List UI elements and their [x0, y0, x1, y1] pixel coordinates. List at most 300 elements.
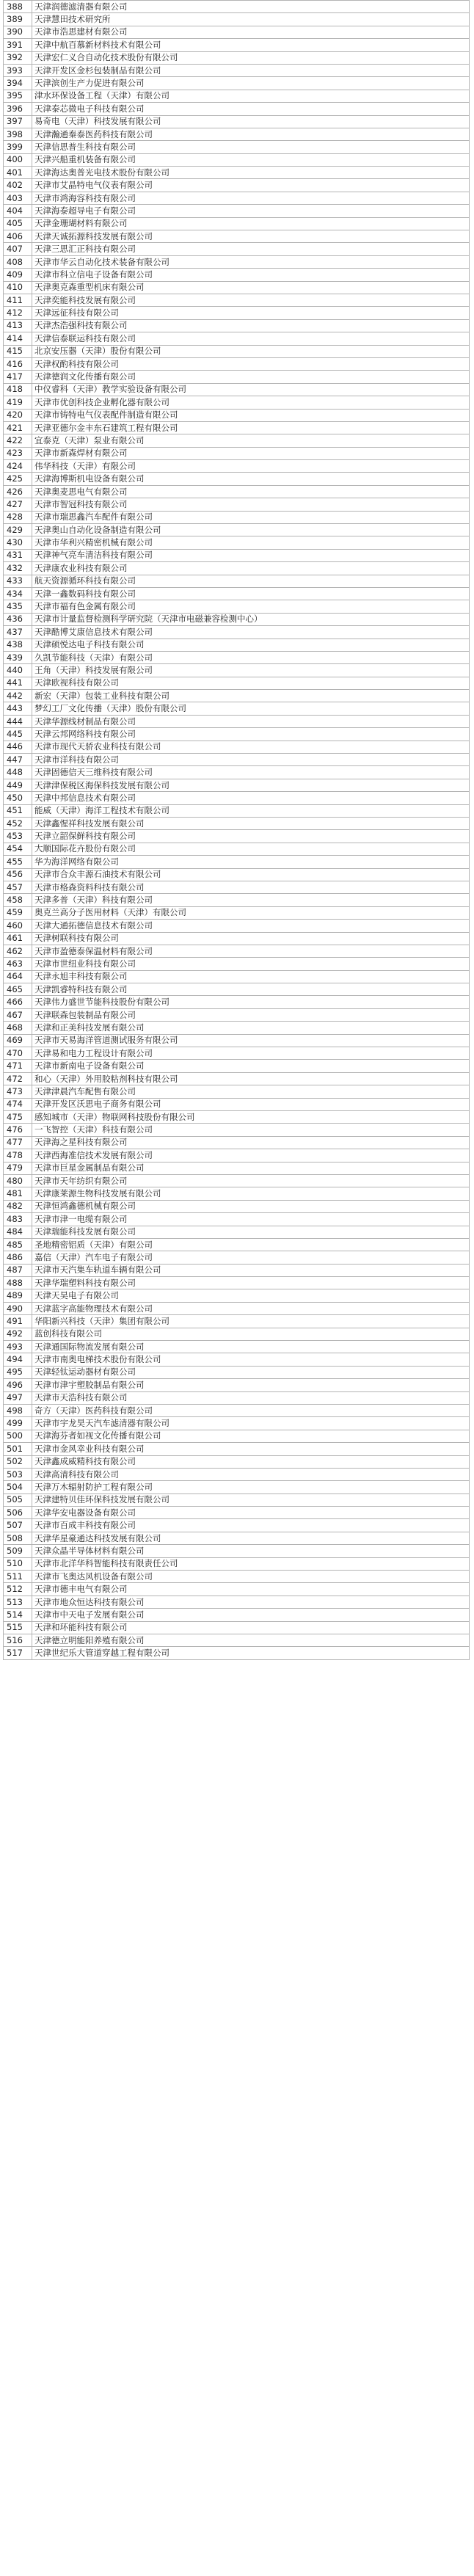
company-name: 天津权酌科技有限公司 — [32, 357, 470, 370]
row-number: 444 — [4, 715, 32, 727]
row-number: 469 — [4, 1034, 32, 1047]
company-name: 天津开发区金杉包装制品有限公司 — [32, 64, 470, 76]
company-name: 天津天昊电子有限公司 — [32, 1289, 470, 1302]
table-row — [4, 205, 470, 217]
row-number: 454 — [4, 843, 32, 855]
table-row — [4, 64, 470, 76]
row-number: 411 — [4, 294, 32, 306]
company-name: 天津兴船重机装备有限公司 — [32, 153, 470, 166]
row-number: 407 — [4, 243, 32, 255]
company-name: 天津奥克森重型机床有限公司 — [32, 281, 470, 294]
table-row — [4, 1315, 470, 1328]
table-row — [4, 26, 470, 38]
table-row — [4, 396, 470, 409]
company-name: 天津蓝字高能物理技术有限公司 — [32, 1302, 470, 1314]
table-row — [4, 575, 470, 587]
company-name: 天津鑫惺祥科技发展有限公司 — [32, 818, 470, 830]
company-name: 天津信泰联运科技有限公司 — [32, 332, 470, 345]
row-number: 492 — [4, 1328, 32, 1340]
table-body — [4, 1, 470, 1660]
company-name: 天津海泰超导电子有限公司 — [32, 205, 470, 217]
table-row — [4, 677, 470, 689]
table-row — [4, 1391, 470, 1404]
table-row — [4, 179, 470, 192]
row-number: 505 — [4, 1493, 32, 1506]
table-row — [4, 498, 470, 511]
row-number: 410 — [4, 281, 32, 294]
table-row — [4, 1455, 470, 1468]
table-row — [4, 1251, 470, 1264]
company-name: 伟华科技（天津）有限公司 — [32, 460, 470, 473]
company-name: 天津中航百慕新材料技术有限公司 — [32, 39, 470, 51]
table-row — [4, 1, 470, 13]
company-name: 天津三思汇正科技有限公司 — [32, 243, 470, 255]
row-number: 457 — [4, 881, 32, 893]
table-row — [4, 1596, 470, 1608]
company-name: 天津德立明能阳养殖有限公司 — [32, 1634, 470, 1647]
company-name: 天津市洋科技有限公司 — [32, 754, 470, 766]
table-row — [4, 167, 470, 179]
company-name: 王角（天津）科技发展有限公司 — [32, 664, 470, 677]
row-number: 489 — [4, 1289, 32, 1302]
table-row — [4, 1341, 470, 1353]
row-number: 430 — [4, 536, 32, 549]
table-row — [4, 39, 470, 51]
company-name: 天津和环能科技有限公司 — [32, 1621, 470, 1634]
company-name: 天津天诚拓源科技发展有限公司 — [32, 230, 470, 243]
table-row — [4, 1507, 470, 1519]
table-row — [4, 217, 470, 230]
row-number: 421 — [4, 421, 32, 434]
company-name: 天津市天汽集车轨道车辆有限公司 — [32, 1264, 470, 1276]
table-row — [4, 1302, 470, 1314]
table-row — [4, 1085, 470, 1098]
table-row — [4, 549, 470, 561]
table-row — [4, 332, 470, 345]
row-number: 403 — [4, 192, 32, 204]
row-number: 451 — [4, 804, 32, 817]
company-name: 天津轻钛运动器材有限公司 — [32, 1366, 470, 1378]
table-row — [4, 434, 470, 447]
table-row — [4, 613, 470, 625]
table-row — [4, 894, 470, 906]
row-number: 498 — [4, 1404, 32, 1416]
row-number: 467 — [4, 1008, 32, 1021]
table-row — [4, 1277, 470, 1289]
table-row — [4, 664, 470, 677]
row-number: 503 — [4, 1468, 32, 1480]
row-number: 391 — [4, 39, 32, 51]
company-name: 华为海洋网络有限公司 — [32, 856, 470, 868]
table-row — [4, 473, 470, 485]
row-number: 445 — [4, 728, 32, 741]
table-row — [4, 383, 470, 396]
table-row — [4, 1264, 470, 1276]
row-number: 460 — [4, 920, 32, 932]
row-number: 488 — [4, 1277, 32, 1289]
row-number: 483 — [4, 1213, 32, 1226]
company-name: 天津市南奥电梯技术股份有限公司 — [32, 1353, 470, 1366]
table-row — [4, 1213, 470, 1226]
row-number: 432 — [4, 562, 32, 575]
table-row — [4, 958, 470, 970]
table-row — [4, 1647, 470, 1659]
company-name: 圣地精密铝质（天津）有限公司 — [32, 1238, 470, 1251]
row-number: 433 — [4, 575, 32, 587]
table-row — [4, 1060, 470, 1072]
table-row — [4, 51, 470, 64]
row-number: 400 — [4, 153, 32, 166]
row-number: 461 — [4, 932, 32, 945]
row-number: 419 — [4, 396, 32, 409]
table-row — [4, 1557, 470, 1570]
row-number: 491 — [4, 1315, 32, 1328]
table-row — [4, 1634, 470, 1647]
table-row — [4, 638, 470, 651]
table-row — [4, 1328, 470, 1340]
company-name: 天津康农业科技有限公司 — [32, 562, 470, 575]
row-number: 493 — [4, 1341, 32, 1353]
row-number: 506 — [4, 1507, 32, 1519]
company-name: 天津万木辐射防护工程有限公司 — [32, 1481, 470, 1493]
company-name: 北京安压器（天津）股份有限公司 — [32, 345, 470, 357]
row-number: 470 — [4, 1047, 32, 1060]
table-row — [4, 690, 470, 702]
row-number: 475 — [4, 1110, 32, 1123]
table-row — [4, 409, 470, 421]
company-name: 天津市北洋华科智能科技有限责任公司 — [32, 1557, 470, 1570]
row-number: 390 — [4, 26, 32, 38]
table-row — [4, 1047, 470, 1060]
row-number: 441 — [4, 677, 32, 689]
company-name: 天津开发区沃思电子商务有限公司 — [32, 1098, 470, 1110]
row-number: 453 — [4, 830, 32, 843]
company-name: 天津市天易海洋管道测试服务有限公司 — [32, 1034, 470, 1047]
company-name: 天津市福有色金属有限公司 — [32, 600, 470, 613]
company-name: 天津市宇龙昊天汽车滤清器有限公司 — [32, 1417, 470, 1430]
row-number: 437 — [4, 626, 32, 638]
company-name: 天津高清科技有限公司 — [32, 1468, 470, 1480]
company-name: 天津康莱源生物科技发展有限公司 — [32, 1187, 470, 1200]
row-number: 497 — [4, 1391, 32, 1404]
table-row — [4, 1468, 470, 1480]
company-name: 天津市天年纺织有限公司 — [32, 1174, 470, 1187]
table-row — [4, 357, 470, 370]
company-name: 天津固德信天三维科技有限公司 — [32, 766, 470, 779]
row-number: 396 — [4, 103, 32, 115]
table-row — [4, 1098, 470, 1110]
table-row — [4, 702, 470, 715]
table-row — [4, 345, 470, 357]
row-number: 426 — [4, 485, 32, 498]
row-number: 514 — [4, 1609, 32, 1621]
company-name: 天津金珊瑚材料有限公司 — [32, 217, 470, 230]
table-row — [4, 90, 470, 102]
table-row — [4, 1353, 470, 1366]
table-row — [4, 843, 470, 855]
company-name: 津水环保设备工程（天津）有限公司 — [32, 90, 470, 102]
row-number: 478 — [4, 1149, 32, 1162]
table-row — [4, 766, 470, 779]
company-name: 天津建特贝佳环保科技发展有限公司 — [32, 1493, 470, 1506]
company-name: 华阳新兴科技（天津）集团有限公司 — [32, 1315, 470, 1328]
row-number: 472 — [4, 1072, 32, 1085]
table-row — [4, 1226, 470, 1238]
company-name: 天津和正美科技发展有限公司 — [32, 1022, 470, 1034]
row-number: 502 — [4, 1455, 32, 1468]
table-row — [4, 830, 470, 843]
company-name: 天津海博斯机电设备有限公司 — [32, 473, 470, 485]
table-row — [4, 255, 470, 268]
company-name: 天津市鸿海容科技有限公司 — [32, 192, 470, 204]
company-list-table — [3, 0, 470, 1660]
row-number: 476 — [4, 1124, 32, 1136]
company-name: 天津市中天电子发展有限公司 — [32, 1609, 470, 1621]
company-name: 天津市盈德泰保温材料有限公司 — [32, 945, 470, 957]
company-name: 天津市瑞思鑫汽车配件有限公司 — [32, 511, 470, 523]
table-row — [4, 868, 470, 881]
company-name: 天津市地众恒达科技有限公司 — [32, 1596, 470, 1608]
company-name: 天津永旭丰科技有限公司 — [32, 970, 470, 983]
company-name: 天津亚德尔金丰东石建筑工程有限公司 — [32, 421, 470, 434]
company-name: 天津滨创生产力促进有限公司 — [32, 77, 470, 90]
row-number: 511 — [4, 1571, 32, 1583]
company-name: 天津海芬者如视文化传播有限公司 — [32, 1430, 470, 1442]
company-name: 感知城市（天津）物联网科技股份有限公司 — [32, 1110, 470, 1123]
company-name: 天津奕能科技发展有限公司 — [32, 294, 470, 306]
table-row — [4, 281, 470, 294]
table-row — [4, 1532, 470, 1544]
table-row — [4, 600, 470, 613]
table-row — [4, 230, 470, 243]
table-row — [4, 1124, 470, 1136]
row-number: 468 — [4, 1022, 32, 1034]
row-number: 424 — [4, 460, 32, 473]
table-row — [4, 1136, 470, 1149]
row-number: 446 — [4, 741, 32, 753]
table-row — [4, 485, 470, 498]
row-number: 513 — [4, 1596, 32, 1608]
row-number: 417 — [4, 371, 32, 383]
row-number: 477 — [4, 1136, 32, 1149]
table-row — [4, 856, 470, 868]
table-row — [4, 920, 470, 932]
row-number: 463 — [4, 958, 32, 970]
table-row — [4, 447, 470, 459]
table-row — [4, 945, 470, 957]
table-row — [4, 1162, 470, 1174]
table-row — [4, 779, 470, 791]
row-number: 394 — [4, 77, 32, 90]
company-name: 航天资源循环科技有限公司 — [32, 575, 470, 587]
company-name: 中仪睿科（天津）教学实验设备有限公司 — [32, 383, 470, 396]
row-number: 495 — [4, 1366, 32, 1378]
row-number: 414 — [4, 332, 32, 345]
row-number: 428 — [4, 511, 32, 523]
company-name: 天津云邦网络科技有限公司 — [32, 728, 470, 741]
company-name: 天津津保税区海保科技发展有限公司 — [32, 779, 470, 791]
table-row — [4, 1200, 470, 1212]
company-name: 天津立韶保鲜科技有限公司 — [32, 830, 470, 843]
company-name: 天津市百成丰科技有限公司 — [32, 1519, 470, 1532]
table-row — [4, 511, 470, 523]
table-row — [4, 741, 470, 753]
company-name: 天津市新南电子设备有限公司 — [32, 1060, 470, 1072]
table-row — [4, 1609, 470, 1621]
table-row — [4, 1238, 470, 1251]
row-number: 405 — [4, 217, 32, 230]
row-number: 416 — [4, 357, 32, 370]
table-row — [4, 307, 470, 319]
row-number: 425 — [4, 473, 32, 485]
row-number: 456 — [4, 868, 32, 881]
company-name: 和心（天津）外用胶粘剂科技有限公司 — [32, 1072, 470, 1085]
row-number: 487 — [4, 1264, 32, 1276]
company-name: 天津众晶半导体材料有限公司 — [32, 1545, 470, 1557]
company-name: 天津市智冠科技有限公司 — [32, 498, 470, 511]
row-number: 413 — [4, 319, 32, 332]
table-row — [4, 1443, 470, 1455]
company-name: 天津华星豪通达科技发展有限公司 — [32, 1532, 470, 1544]
table-row — [4, 1519, 470, 1532]
row-number: 479 — [4, 1162, 32, 1174]
company-name: 天津市津宇塑胶制品有限公司 — [32, 1379, 470, 1391]
company-name: 天津市新森焊材有限公司 — [32, 447, 470, 459]
table-row — [4, 153, 470, 166]
table-row — [4, 881, 470, 893]
company-name: 天津宏仁义合自动化技术股份有限公司 — [32, 51, 470, 64]
company-name: 天津市津一电缆有限公司 — [32, 1213, 470, 1226]
table-row — [4, 192, 470, 204]
row-number: 485 — [4, 1238, 32, 1251]
table-row — [4, 421, 470, 434]
company-name: 天津市巨星金属制品有限公司 — [32, 1162, 470, 1174]
row-number: 440 — [4, 664, 32, 677]
company-name: 天津市浩思建材有限公司 — [32, 26, 470, 38]
company-name: 天津润德滤清器有限公司 — [32, 1, 470, 13]
table-row — [4, 1493, 470, 1506]
row-number: 517 — [4, 1647, 32, 1659]
table-row — [4, 103, 470, 115]
row-number: 494 — [4, 1353, 32, 1366]
row-number: 462 — [4, 945, 32, 957]
company-name: 天津多普（天津）科技有限公司 — [32, 894, 470, 906]
row-number: 480 — [4, 1174, 32, 1187]
row-number: 490 — [4, 1302, 32, 1314]
company-name: 天津硕悦达电子科技有限公司 — [32, 638, 470, 651]
company-name: 奇方（天津）医药科技有限公司 — [32, 1404, 470, 1416]
company-name: 天津联森包装制品有限公司 — [32, 1008, 470, 1021]
company-name: 天津树联科技有限公司 — [32, 932, 470, 945]
company-name: 天津恒鸿鑫德机械有限公司 — [32, 1200, 470, 1212]
row-number: 439 — [4, 651, 32, 663]
row-number: 458 — [4, 894, 32, 906]
row-number: 418 — [4, 383, 32, 396]
company-name: 天津市华云自动化技术装备有限公司 — [32, 255, 470, 268]
table-row — [4, 1545, 470, 1557]
company-name: 天津华瑞塑料科技有限公司 — [32, 1277, 470, 1289]
company-name: 天津西海准信技术发展有限公司 — [32, 1149, 470, 1162]
row-number: 510 — [4, 1557, 32, 1570]
row-number: 409 — [4, 269, 32, 281]
company-name: 蓝创科技有限公司 — [32, 1328, 470, 1340]
table-row — [4, 1366, 470, 1378]
table-row — [4, 141, 470, 153]
table-row — [4, 1404, 470, 1416]
row-number: 471 — [4, 1060, 32, 1072]
company-name: 天津信思普生科技有限公司 — [32, 141, 470, 153]
row-number: 392 — [4, 51, 32, 64]
company-name: 天津市德丰电气有限公司 — [32, 1583, 470, 1596]
company-name: 天津华源线材制品有限公司 — [32, 715, 470, 727]
company-name: 天津德润文化传播有限公司 — [32, 371, 470, 383]
row-number: 496 — [4, 1379, 32, 1391]
company-name: 天津泰芯微电子科技有限公司 — [32, 103, 470, 115]
table-row — [4, 1571, 470, 1583]
company-name: 嘉信（天津）汽车电子有限公司 — [32, 1251, 470, 1264]
company-name: 天津海达奥普光电技术股份有限公司 — [32, 167, 470, 179]
row-number: 464 — [4, 970, 32, 983]
company-name: 天津市铸特电气仪表配件制造有限公司 — [32, 409, 470, 421]
table-row — [4, 1430, 470, 1442]
company-name: 新宏（天津）包装工业科技有限公司 — [32, 690, 470, 702]
row-number: 398 — [4, 128, 32, 140]
company-name: 天津津晨汽车配售有限公司 — [32, 1085, 470, 1098]
table-row — [4, 243, 470, 255]
row-number: 499 — [4, 1417, 32, 1430]
table-row — [4, 728, 470, 741]
table-row — [4, 269, 470, 281]
table-row — [4, 524, 470, 536]
row-number: 486 — [4, 1251, 32, 1264]
table-row — [4, 128, 470, 140]
table-row — [4, 1289, 470, 1302]
table-row — [4, 970, 470, 983]
table-row — [4, 1110, 470, 1123]
company-name: 天津凯睿特科技有限公司 — [32, 983, 470, 996]
company-name: 天津酷博艾康信息技术有限公司 — [32, 626, 470, 638]
row-number: 474 — [4, 1098, 32, 1110]
company-name: 久凯节能科技（天津）有限公司 — [32, 651, 470, 663]
company-name: 天津市合众丰源石油技术有限公司 — [32, 868, 470, 881]
row-number: 393 — [4, 64, 32, 76]
table-row — [4, 1022, 470, 1034]
table-row — [4, 715, 470, 727]
table-row — [4, 792, 470, 804]
row-number: 484 — [4, 1226, 32, 1238]
company-name: 天津奥麦思电气有限公司 — [32, 485, 470, 498]
company-name: 天津市天浩科技有限公司 — [32, 1391, 470, 1404]
company-name: 天津市世纽业科技有限公司 — [32, 958, 470, 970]
company-name: 天津杰浩强科技有限公司 — [32, 319, 470, 332]
table-row — [4, 1149, 470, 1162]
table-row — [4, 754, 470, 766]
company-name: 天津鑫成威精科技有限公司 — [32, 1455, 470, 1468]
table-row — [4, 1008, 470, 1021]
company-name: 天津大通拓德信息技术有限公司 — [32, 920, 470, 932]
table-row — [4, 319, 470, 332]
company-name: 天津奥山自动化设备制造有限公司 — [32, 524, 470, 536]
company-name: 天津通国际物流发展有限公司 — [32, 1341, 470, 1353]
company-name: 一飞智控（天津）科技有限公司 — [32, 1124, 470, 1136]
row-number: 442 — [4, 690, 32, 702]
row-number: 447 — [4, 754, 32, 766]
table-row — [4, 1621, 470, 1634]
company-name: 宜泰克（天津）泵业有限公司 — [32, 434, 470, 447]
table-row — [4, 1583, 470, 1596]
table-row — [4, 1187, 470, 1200]
company-name: 天津中邦信息技术有限公司 — [32, 792, 470, 804]
